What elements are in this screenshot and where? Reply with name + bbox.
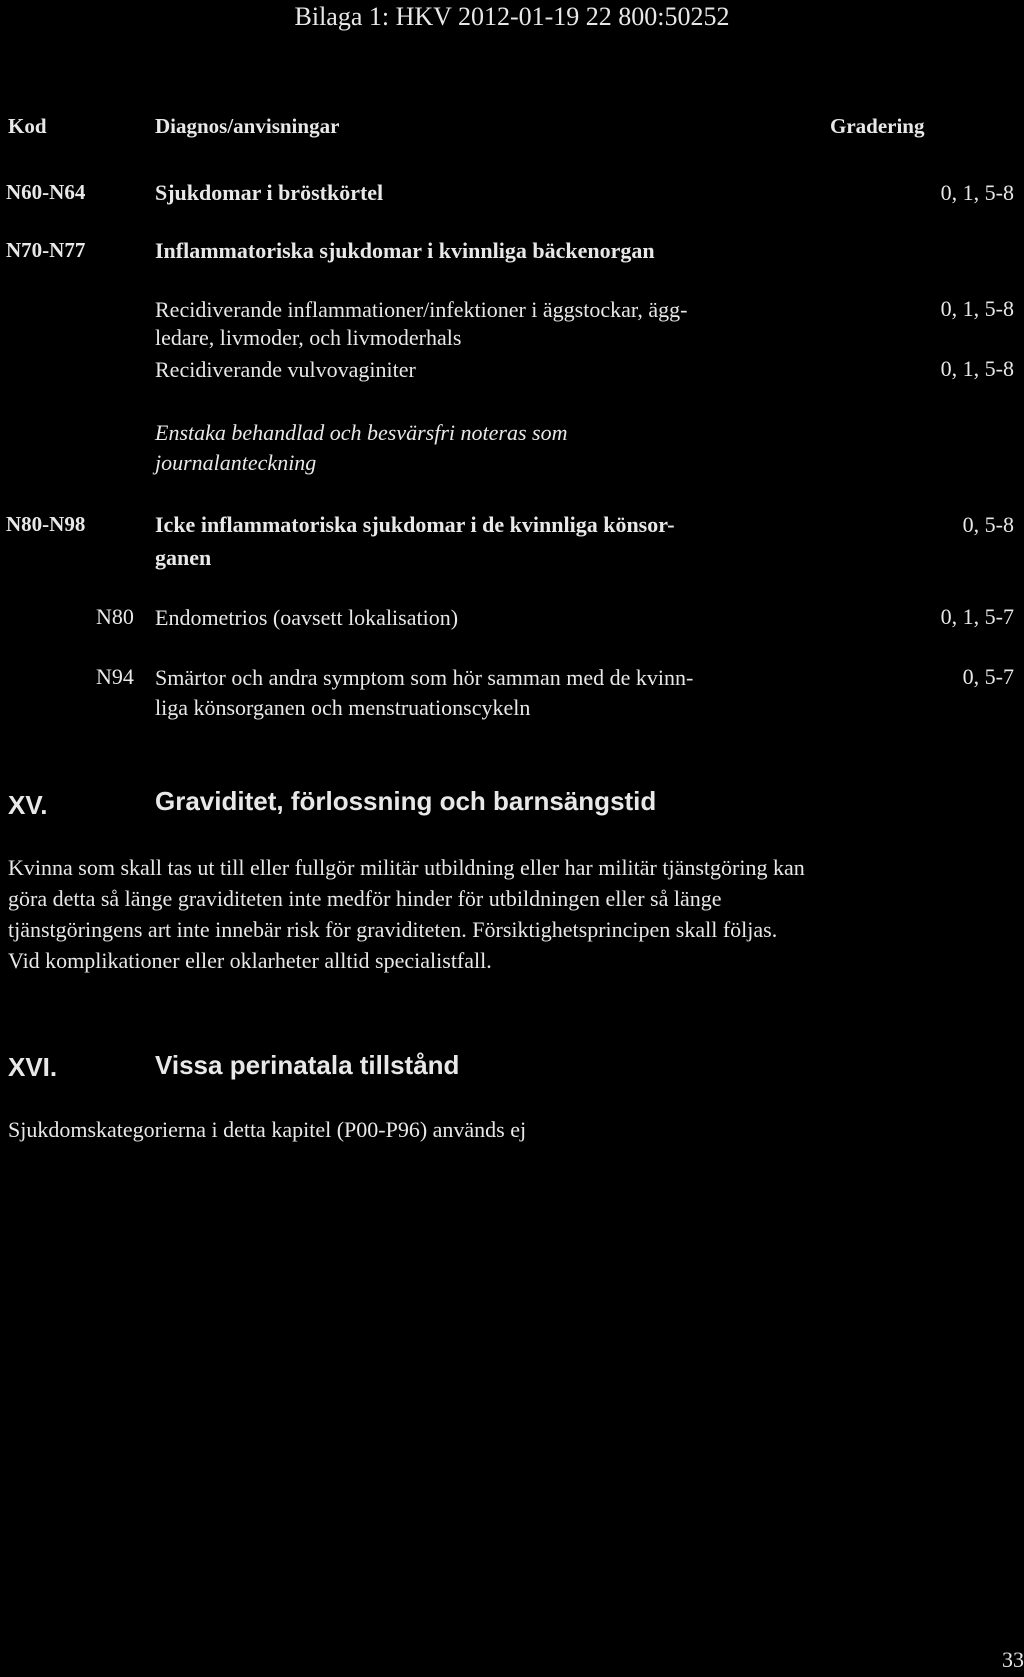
section-paragraph: Sjukdomskategorierna i detta kapitel (P00-P96) används ej: [8, 1117, 527, 1142]
column-header-diagnosis: Diagnos/anvisningar: [155, 114, 340, 138]
subrow-text: Endometrios (oavsett lokalisation): [155, 605, 459, 630]
row-code: N80-N98: [6, 512, 86, 536]
row-item-text: Recidiverande vulvovaginiter: [155, 357, 416, 382]
row-note: Enstaka behandlad och besvärsfri noteras som: [155, 420, 568, 445]
subrow-code: N94: [96, 664, 134, 689]
subrow-text: Smärtor och andra symptom som hör samman med de kvinn-: [155, 665, 694, 690]
section-paragraph: [8, 852, 998, 976]
section-number: XV.: [8, 790, 48, 820]
paragraph-line: Kvinna som skall tas ut till eller fullgör militär utbildning eller har militär tjänstgöring kan: [8, 855, 805, 880]
row-code: N70-N77: [6, 238, 86, 262]
section-number: XVI.: [8, 1052, 58, 1082]
row-title: Icke inflammatoriska sjukdomar i de kvinnliga könsor-: [155, 512, 675, 537]
subrow-text: liga könsorganen och menstruationscykeln: [155, 695, 531, 720]
paragraph-line: göra detta så länge graviditeten inte medför hinder för utbildningen eller så länge: [8, 886, 722, 911]
row-title: Inflammatoriska sjukdomar i kvinnliga bäckenorgan: [155, 238, 655, 263]
subrow-grade: 0, 5-7: [962, 664, 1014, 689]
row-item-text: Recidiverande inflammationer/infektioner i äggstockar, ägg-: [155, 297, 688, 322]
subrow-grade: 0, 1, 5-7: [940, 604, 1014, 629]
row-grade: 0, 5-8: [962, 512, 1014, 537]
row-item-text: ledare, livmoder, och livmoderhals: [155, 325, 462, 350]
paragraph-line: Vid komplikationer eller oklarheter alltid specialistfall.: [8, 948, 492, 973]
row-grade: 0, 1, 5-8: [940, 180, 1014, 205]
document-header: Bilaga 1: HKV 2012-01-19 22 800:50252: [294, 2, 730, 31]
paragraph-line: tjänstgöringens art inte innebär risk för graviditeten. Försiktighetsprincipen skall följas.: [8, 917, 778, 942]
row-item-grade: 0, 1, 5-8: [940, 356, 1014, 381]
row-code: N60-N64: [6, 180, 86, 204]
row-title: ganen: [155, 545, 212, 570]
row-item-grade: 0, 1, 5-8: [940, 296, 1014, 321]
row-title: Sjukdomar i bröstkörtel: [155, 180, 384, 205]
section-title: Graviditet, förlossning och barnsängstid: [155, 786, 657, 816]
column-header-code: Kod: [8, 114, 47, 138]
column-header-grade: Gradering: [830, 114, 925, 138]
section-title: Vissa perinatala tillstånd: [155, 1050, 460, 1080]
row-note: journalanteckning: [155, 450, 317, 475]
subrow-code: N80: [96, 604, 134, 629]
page-number: 33: [1002, 1647, 1024, 1672]
